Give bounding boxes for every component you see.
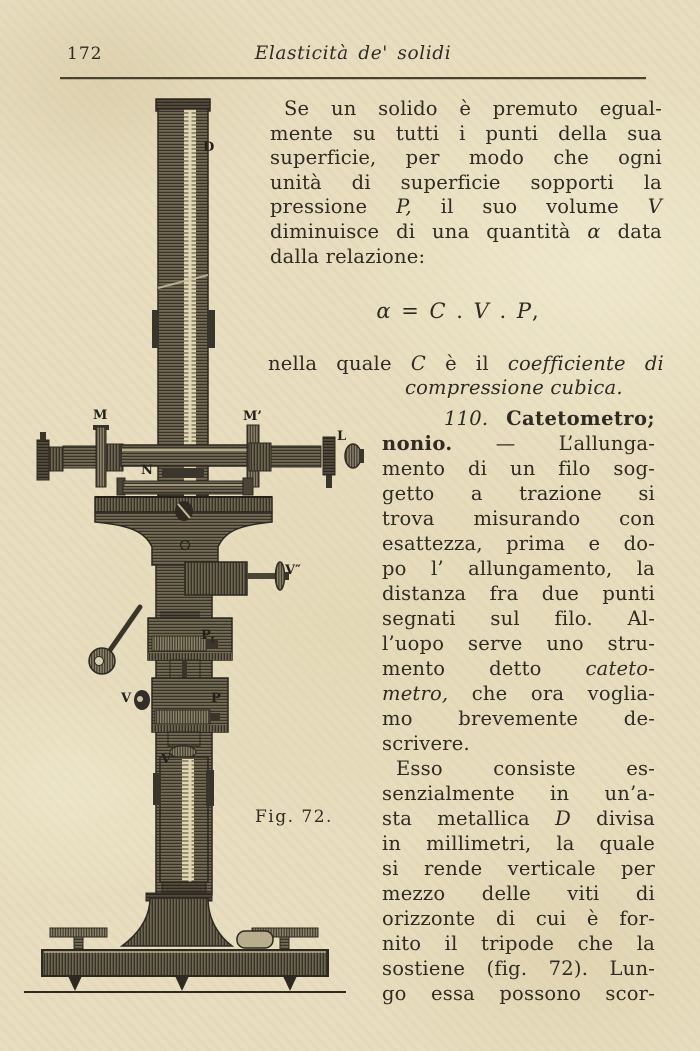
figure-vernier-column bbox=[153, 757, 214, 900]
text-line: nonio. — L’allunga- bbox=[382, 432, 655, 455]
text-line: nito il tripode che la bbox=[382, 932, 655, 955]
figure-label-P-t-sub: t bbox=[210, 635, 215, 646]
figure-label-V-left: V bbox=[121, 691, 132, 706]
figure-label-L: L bbox=[337, 429, 347, 444]
text-line: metro, che ora voglia- bbox=[382, 682, 655, 705]
text-line: po l’ allungamento, la bbox=[382, 557, 655, 580]
text-line: segnati sul filo. Al- bbox=[382, 607, 655, 630]
text-line: mente su tutti i punti della sua bbox=[270, 121, 662, 145]
paragraph-catetometro bbox=[382, 406, 655, 1006]
text-line: mento di un filo sog- bbox=[382, 457, 655, 480]
text-line: go essa possono scor- bbox=[382, 982, 655, 1005]
text-line: diminuisce di una quantità α data bbox=[270, 219, 662, 243]
figure-caption: Fig. 72. bbox=[255, 807, 333, 827]
text-line: l’uopo serve uno stru- bbox=[382, 632, 655, 655]
page-number: 172 bbox=[67, 44, 103, 64]
figure-clamp-p bbox=[134, 678, 228, 758]
figure-label-D: D bbox=[203, 140, 215, 155]
text-line: nella quale C è il coefficiente di bbox=[268, 352, 664, 375]
text-line: mo brevemente de- bbox=[382, 707, 655, 730]
text-line: mezzo delle viti di bbox=[382, 882, 655, 905]
text-line: in millimetri, la quale bbox=[382, 832, 655, 855]
text-line: Se un solido è premuto egual- bbox=[284, 97, 662, 120]
text-line: Esso consiste es- bbox=[396, 757, 655, 780]
text-line: esattezza, prima e do- bbox=[382, 532, 655, 555]
text-line: pressione P, il suo volume V bbox=[270, 195, 662, 219]
figure-label-V-second: V″ bbox=[285, 563, 301, 578]
text-line: orizzonte di cui è for- bbox=[382, 907, 655, 930]
figure-label-V-lower: V bbox=[161, 752, 172, 767]
text-line: 110. Catetometro; bbox=[444, 407, 655, 430]
figure-fine-screw bbox=[185, 562, 289, 595]
text-line: getto a trazione si bbox=[382, 482, 655, 505]
text-line: unità di superficie sopporti la bbox=[270, 170, 662, 194]
text-line: senzialmente in un’a- bbox=[382, 782, 655, 805]
text-line: superficie, per modo che ogni bbox=[270, 146, 662, 170]
text-line: distanza fra due punti bbox=[382, 582, 655, 605]
text-line: sta metallica D divisa bbox=[382, 807, 655, 830]
figure-label-P-right: P bbox=[211, 691, 221, 706]
running-header: Elasticità de' solidi bbox=[254, 43, 452, 64]
text-line: dalla relazione: bbox=[270, 244, 426, 268]
text-line: scrivere. bbox=[382, 732, 470, 755]
paragraph-intro bbox=[270, 97, 662, 269]
formula-alpha-cvp bbox=[270, 299, 646, 323]
figure-label-M: M bbox=[93, 408, 108, 423]
text-line: trova misurando con bbox=[382, 507, 655, 530]
figure-scale-column bbox=[152, 99, 215, 499]
figure-label-M-prime: M’ bbox=[243, 409, 262, 424]
text-line: compressione cubica. bbox=[405, 376, 623, 399]
figure-label-P-t-main: P bbox=[201, 628, 211, 643]
text-line: α = C . V . P, bbox=[376, 299, 540, 323]
figure-lever-handle bbox=[89, 607, 140, 674]
figure-label-N: N bbox=[141, 463, 153, 478]
figure-label-P-t bbox=[201, 628, 215, 646]
figure-tripod-base bbox=[24, 893, 346, 992]
paragraph-coefficient bbox=[268, 352, 664, 400]
text-line: mento detto cateto- bbox=[382, 657, 655, 680]
text-line: sostiene (fig. 72). Lun- bbox=[382, 957, 655, 980]
text-line: si rende verticale per bbox=[382, 857, 655, 880]
